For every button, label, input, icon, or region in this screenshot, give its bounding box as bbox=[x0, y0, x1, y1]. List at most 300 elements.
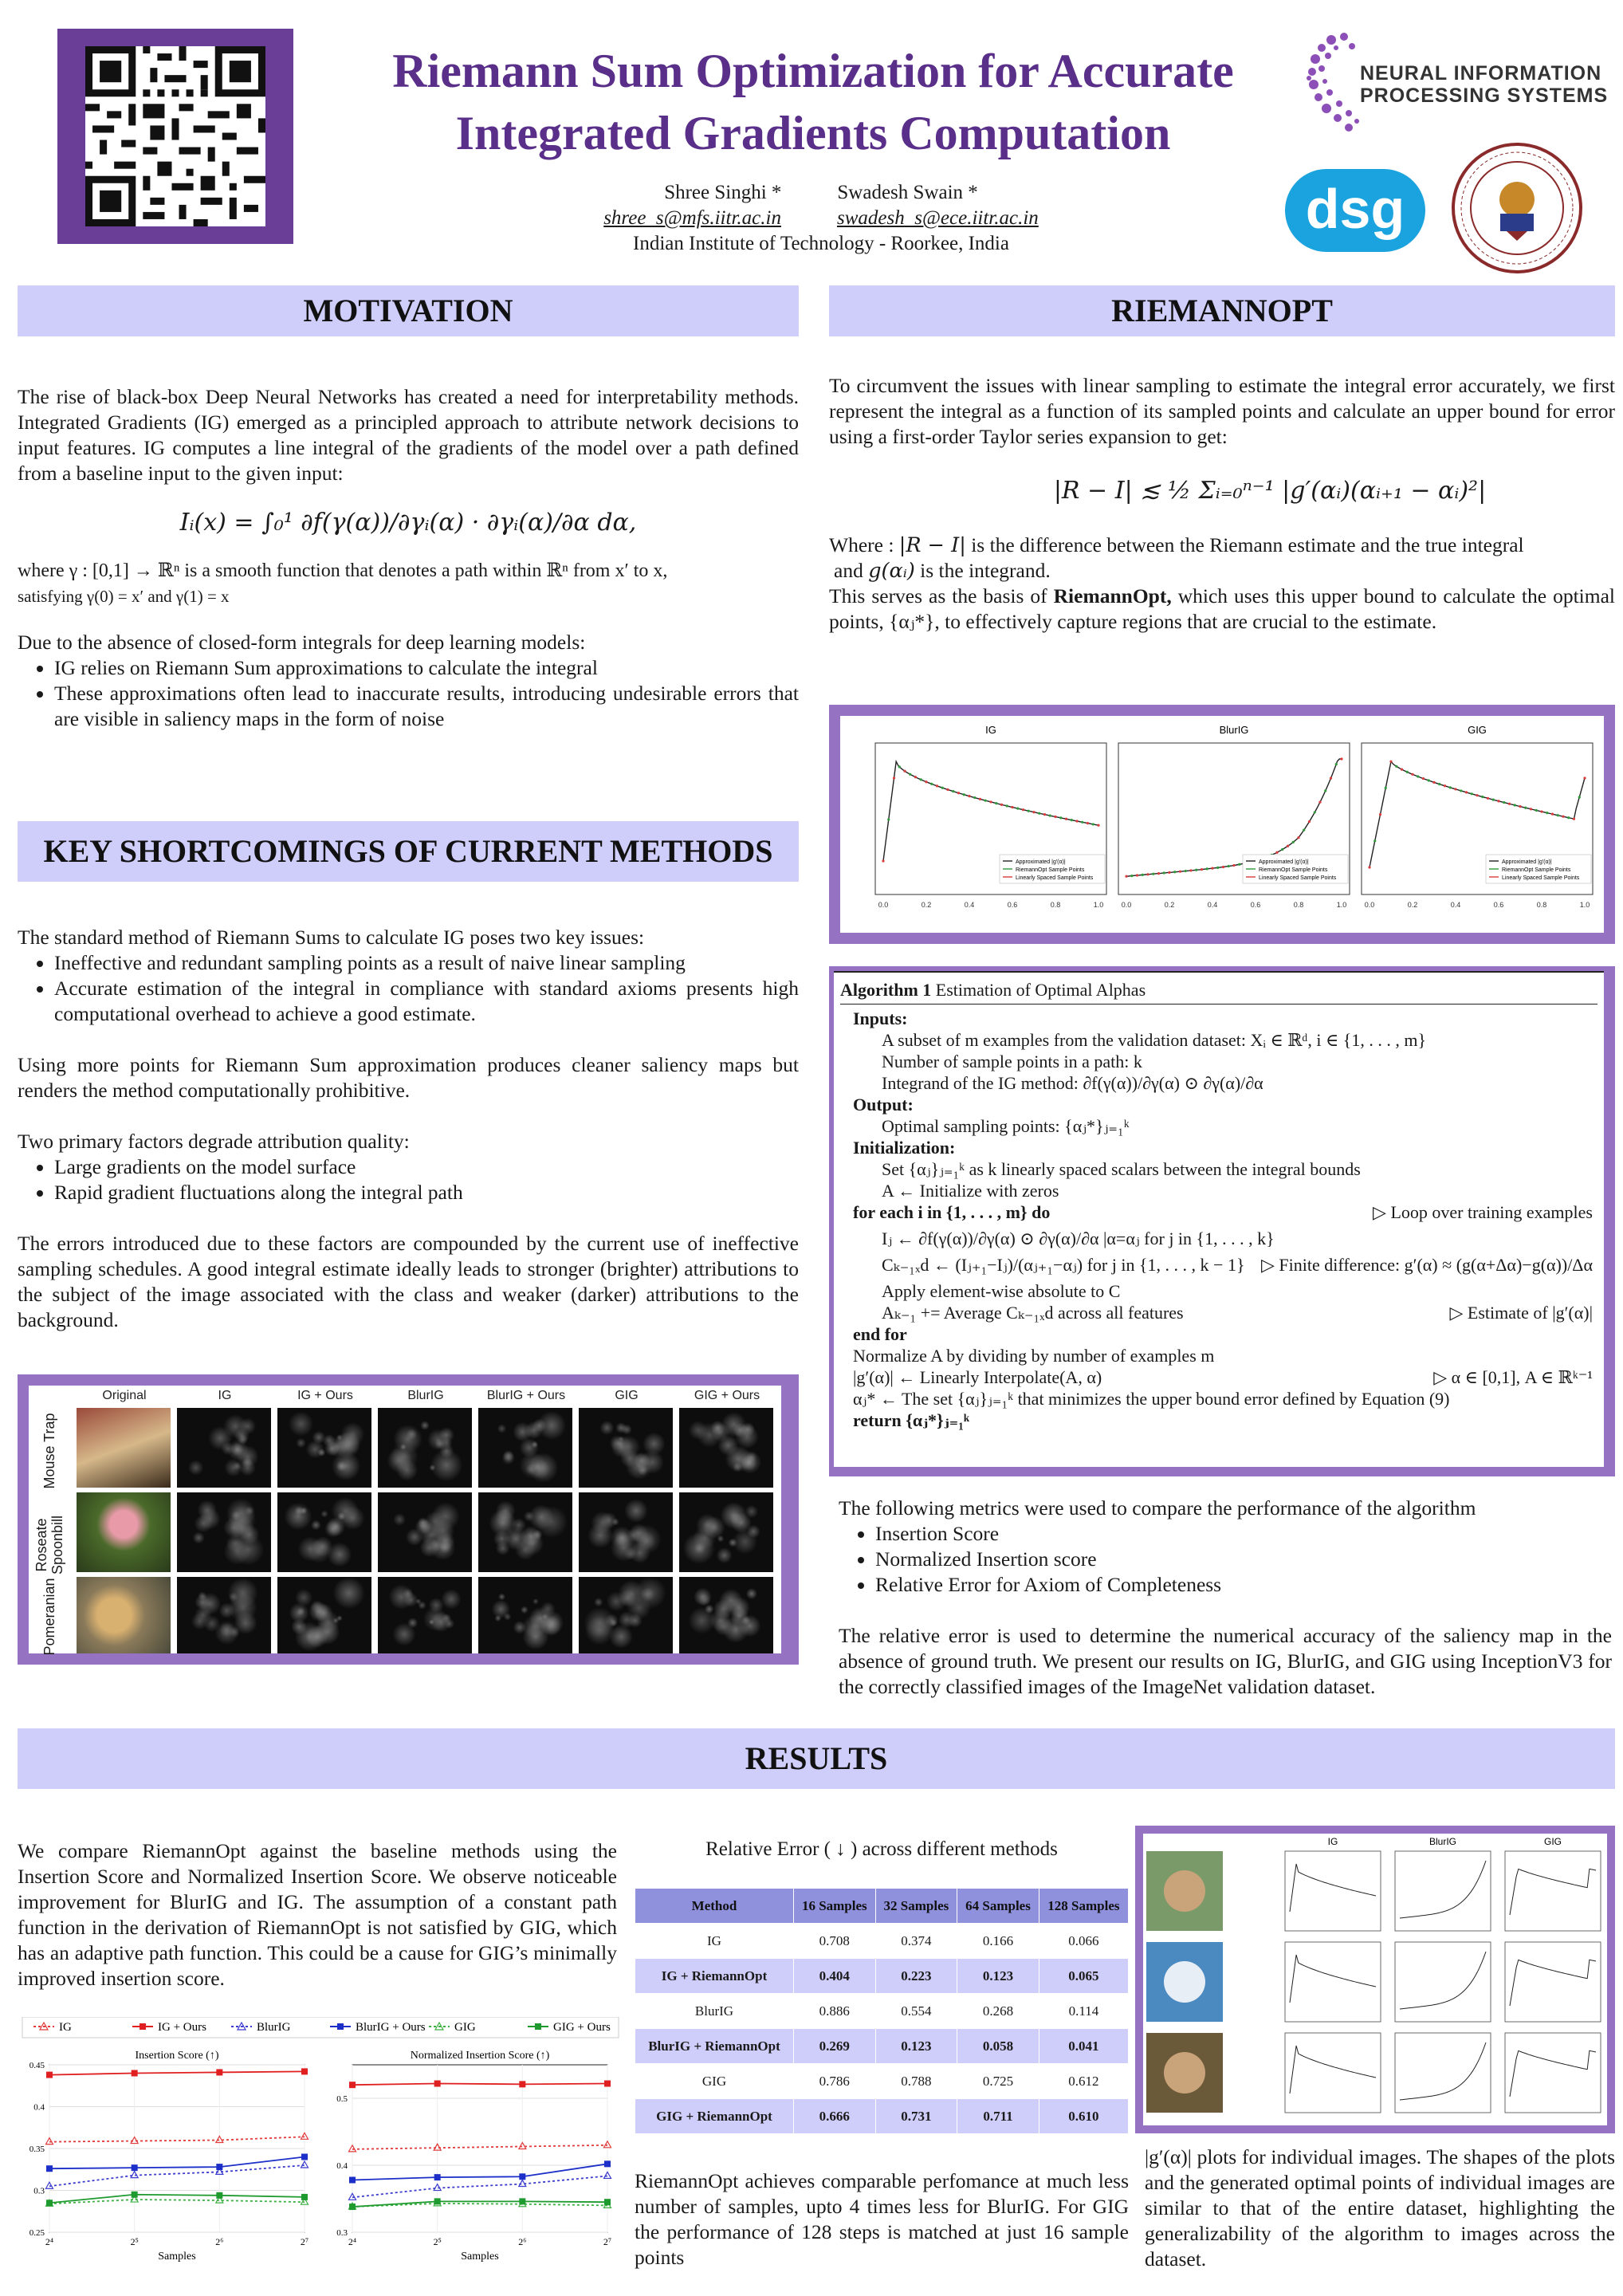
sample-point bbox=[1428, 779, 1430, 781]
sample-point bbox=[914, 776, 917, 778]
table-cell: 0.123 bbox=[957, 1959, 1039, 1994]
sample-point bbox=[925, 780, 927, 783]
sample-point bbox=[1043, 813, 1046, 816]
list-item: • Rapid gradient fluctuations along the integral path bbox=[54, 1180, 799, 1205]
data-point bbox=[46, 2072, 53, 2078]
data-point bbox=[46, 2200, 53, 2206]
x-tick-label: 0.6 bbox=[1493, 901, 1504, 909]
individual-plots-panel bbox=[1143, 1834, 1607, 2125]
data-point bbox=[434, 2081, 441, 2087]
alg-line: A subset of m examples from the validation dataset: Xᵢ ∈ ℝᵈ, i ∈ {1, . . . , m} bbox=[882, 1030, 1427, 1050]
table-cell: GIG bbox=[635, 2064, 794, 2099]
sample-point bbox=[1097, 824, 1099, 827]
data-point bbox=[349, 2176, 356, 2183]
saliency-map-tile bbox=[378, 1492, 472, 1572]
algorithm-box bbox=[834, 971, 1604, 1467]
sample-point bbox=[1411, 773, 1413, 776]
where-term-1: |R − I| bbox=[898, 533, 966, 557]
riemannopt-p2-pre: This serves as the basis of bbox=[829, 584, 1054, 607]
sample-point bbox=[1287, 845, 1289, 847]
sample-point bbox=[1075, 820, 1078, 822]
alg-line: |g′(α)| ← Linearly Interpolate(A, α) bbox=[853, 1367, 1102, 1387]
sample-point bbox=[1422, 777, 1425, 780]
sample-point bbox=[995, 802, 997, 804]
plot-title: IG bbox=[1327, 1836, 1338, 1847]
table-header: 128 Samples bbox=[1039, 1889, 1128, 1924]
alg-comment: ▷ α ∈ [0,1], A ∈ ℝᵏ⁻¹ bbox=[1433, 1367, 1593, 1387]
alg-init: Initialization: bbox=[853, 1138, 956, 1158]
data-point bbox=[519, 2081, 525, 2087]
x-tick-label: 0.2 bbox=[1164, 901, 1175, 909]
sample-point bbox=[1216, 867, 1219, 869]
sample-point bbox=[1000, 804, 1003, 806]
sample-point bbox=[1385, 787, 1387, 789]
results-paragraph-1: We compare RiemannOpt against the baseline methods using the Insertion Score and Normalized Insertion Score. We observe noticeable improvement for BlurIG and IG. The assumption of a constant path function in the derivation of RiemannOpt is not satisfied by GIG, which has an adaptive path function. This could be a cause for GIG’s minimally improved insertion score. bbox=[18, 1839, 617, 1990]
sample-point bbox=[1022, 808, 1024, 811]
alg-return: return {αⱼ*}ⱼ₌₁ᵏ bbox=[853, 1410, 970, 1430]
sample-point bbox=[1330, 776, 1332, 779]
qr-pattern bbox=[78, 46, 273, 226]
chart-title: Normalized Insertion Score (↑) bbox=[410, 2050, 550, 2062]
col-label: IG bbox=[218, 1389, 232, 1402]
sample-point bbox=[930, 783, 933, 785]
neurips-logo-icon bbox=[1304, 29, 1362, 140]
author-2: Swadesh Swain * bbox=[837, 182, 978, 203]
saliency-map-tile bbox=[177, 1577, 271, 1653]
saliency-map-tile bbox=[277, 1577, 371, 1653]
sample-point bbox=[1340, 757, 1342, 760]
sample-point bbox=[968, 795, 970, 797]
legend-label: Approximated |g'(α)| bbox=[1502, 859, 1552, 865]
saliency-map-tile bbox=[478, 1408, 572, 1488]
table-cell: 0.223 bbox=[875, 1959, 957, 1994]
insertion-charts-svg bbox=[18, 2017, 623, 2272]
x-tick-label: 2⁷ bbox=[300, 2236, 309, 2247]
sample-point bbox=[946, 788, 949, 791]
legend-label: Linearly Spaced Sample Points bbox=[1259, 875, 1337, 881]
x-tick-label: 0.4 bbox=[964, 901, 975, 909]
data-point bbox=[46, 2165, 53, 2172]
sample-point bbox=[1185, 870, 1187, 872]
algorithm-label: Algorithm 1 bbox=[840, 980, 932, 1000]
ig-equation: Iᵢ(x) = ∫₀¹ ∂f(γ(α))/∂γᵢ(α) · ∂γᵢ(α)/∂α dα, bbox=[179, 509, 637, 537]
x-axis-label: Samples bbox=[158, 2251, 196, 2263]
results-table bbox=[635, 1888, 1129, 2134]
table-header: 16 Samples bbox=[794, 1889, 876, 1924]
table-cell: 0.269 bbox=[794, 2029, 876, 2064]
results-heading: RESULTS bbox=[18, 1728, 1615, 1789]
x-tick-label: 0.0 bbox=[1364, 901, 1375, 909]
table-cell: 0.708 bbox=[794, 1924, 876, 1959]
where-and: and bbox=[834, 559, 863, 582]
sample-point bbox=[1308, 820, 1311, 823]
data-point bbox=[301, 2154, 308, 2160]
sample-point bbox=[989, 800, 992, 803]
author-1: Shree Singhi * bbox=[664, 182, 782, 203]
neurips-line-1: NEURAL INFORMATION bbox=[1360, 62, 1602, 85]
y-tick-label: 0.4 bbox=[33, 2102, 45, 2113]
error-bound-equation: |R − I| ≲ ½ Σᵢ₌₀ⁿ⁻¹ |g′(αᵢ)(αᵢ₊₁ − αᵢ)²| bbox=[1053, 477, 1487, 505]
table-cell: 0.065 bbox=[1039, 1959, 1128, 1994]
shortcomings-paragraph-3: Two primary factors degrade attribution quality: bbox=[18, 1130, 410, 1153]
saliency-map-tile bbox=[277, 1408, 371, 1488]
list-item: • These approximations often lead to inaccurate results, introducing undesirable errors that are visible in saliency maps in the form of noise bbox=[54, 681, 799, 732]
data-point bbox=[604, 2081, 611, 2087]
saliency-map-tile bbox=[277, 1492, 371, 1572]
sample-point bbox=[1417, 775, 1419, 777]
series-line bbox=[352, 2145, 607, 2149]
sample-point bbox=[1444, 784, 1446, 787]
sample-point bbox=[1189, 869, 1192, 871]
legend-label: Approximated |g'(α)| bbox=[1259, 859, 1309, 865]
saliency-map-tile bbox=[478, 1492, 572, 1572]
neurips-line-2: PROCESSING SYSTEMS bbox=[1360, 85, 1609, 107]
motivation-where-1: where γ : [0,1] → ℝⁿ is a smooth function that denotes a path within ℝⁿ from x′ to x, bbox=[18, 560, 668, 581]
authors-block bbox=[478, 180, 1164, 257]
sample-point bbox=[1292, 841, 1295, 843]
sample-point bbox=[1406, 771, 1409, 773]
col-label: BlurIG + Ours bbox=[486, 1389, 566, 1402]
table-cell: BlurIG + RiemannOpt bbox=[635, 2029, 794, 2064]
x-tick-label: 2⁶ bbox=[518, 2236, 527, 2247]
table-row bbox=[635, 1924, 1129, 1959]
table-cell: 0.612 bbox=[1039, 2064, 1128, 2099]
table-row bbox=[635, 1994, 1129, 2029]
data-point bbox=[216, 2192, 222, 2199]
sample-point bbox=[1092, 823, 1094, 825]
gprime-plots-panel bbox=[840, 716, 1604, 933]
shortcomings-heading: KEY SHORTCOMINGS OF CURRENT METHODS bbox=[18, 821, 799, 882]
sample-point bbox=[1125, 875, 1127, 878]
x-tick-label: 0.0 bbox=[878, 901, 889, 909]
legend-label: RiemannOpt Sample Points bbox=[1502, 867, 1571, 873]
table-cell: 0.166 bbox=[957, 1924, 1039, 1959]
where-desc-2: is the integrand. bbox=[920, 559, 1051, 582]
riemannopt-section bbox=[829, 373, 1615, 635]
plot-title: BlurIG bbox=[1219, 724, 1249, 736]
sample-point bbox=[1438, 783, 1440, 785]
sample-point bbox=[941, 787, 944, 789]
table-cell: 0.711 bbox=[957, 2099, 1039, 2134]
x-tick-label: 0.8 bbox=[1293, 901, 1304, 909]
shortcomings-paragraph-1: The standard method of Riemann Sums to calculate IG poses two key issues: bbox=[18, 926, 645, 949]
sample-point bbox=[1303, 828, 1305, 831]
sample-point bbox=[1281, 848, 1283, 851]
table-cell: 0.374 bbox=[875, 1924, 957, 1959]
table-header: 64 Samples bbox=[957, 1889, 1039, 1924]
shortcomings-section bbox=[18, 925, 799, 1333]
table-cell: 0.066 bbox=[1039, 1924, 1128, 1959]
table-cell: 0.041 bbox=[1039, 2029, 1128, 2064]
series-line bbox=[352, 2084, 607, 2086]
affiliation: Indian Institute of Technology - Roorkee, India bbox=[633, 233, 1009, 254]
sample-point bbox=[1373, 839, 1376, 842]
table-row bbox=[635, 1959, 1129, 1994]
sample-point bbox=[1314, 811, 1316, 813]
x-tick-label: 0.4 bbox=[1450, 901, 1461, 909]
legend-marker bbox=[140, 2023, 146, 2030]
x-tick-label: 1.0 bbox=[1579, 901, 1590, 909]
sample-point bbox=[1379, 813, 1381, 816]
riemannopt-p2-bold: RiemannOpt, bbox=[1053, 584, 1172, 607]
list-item: • Large gradients on the model surface bbox=[54, 1154, 799, 1180]
saliency-map-tile bbox=[378, 1577, 472, 1653]
sample-point bbox=[1071, 819, 1073, 821]
qr-code[interactable] bbox=[57, 29, 293, 244]
riemannopt-heading: RIEMANNOPT bbox=[829, 285, 1615, 336]
plot-title: GIG bbox=[1543, 1836, 1562, 1847]
legend-label: BlurIG + Ours bbox=[356, 2021, 426, 2034]
y-tick-label: 0.5 bbox=[336, 2094, 348, 2104]
table-cell: BlurIG bbox=[635, 1994, 794, 2029]
sample-point bbox=[1519, 805, 1521, 808]
example-image-subject bbox=[1164, 1961, 1205, 2003]
sample-point bbox=[979, 798, 981, 800]
sample-point bbox=[957, 792, 960, 794]
saliency-map-tile bbox=[378, 1408, 472, 1488]
legend-marker bbox=[535, 2023, 541, 2030]
sample-point bbox=[1059, 816, 1062, 819]
mini-plot-frame bbox=[1395, 2033, 1491, 2113]
example-image-subject bbox=[1164, 1870, 1205, 1912]
sample-point bbox=[898, 765, 901, 768]
col-label: Original bbox=[102, 1389, 147, 1402]
mini-plot-frame bbox=[1285, 2033, 1381, 2113]
saliency-map-tile bbox=[579, 1492, 673, 1572]
data-point bbox=[132, 2070, 138, 2077]
metrics-intro: The following metrics were used to compare the performance of the algorithm bbox=[839, 1496, 1476, 1520]
y-tick-label: 0.3 bbox=[33, 2186, 45, 2196]
motivation-where-2: satisfying γ(0) = x′ and γ(1) = x bbox=[18, 587, 230, 606]
metrics-paragraph-2: The relative error is used to determine the numerical accuracy of the saliency map in the absence of ground truth. We present our results on IG, BlurIG, and GIG using InceptionV3 for the correctly classified images of the ImageNet validation dataset. bbox=[839, 1624, 1612, 1698]
list-item: • Normalized Insertion score bbox=[875, 1547, 1612, 1572]
sample-point bbox=[1087, 822, 1089, 824]
data-point bbox=[216, 2164, 222, 2170]
data-point bbox=[434, 2198, 441, 2204]
sample-point bbox=[952, 790, 954, 792]
data-point bbox=[434, 2174, 441, 2180]
plot-title: IG bbox=[985, 724, 996, 736]
legend-label: RiemannOpt Sample Points bbox=[1016, 867, 1085, 873]
legend-label: IG bbox=[59, 2021, 72, 2034]
list-item: • Accurate estimation of the integral in compliance with standard axioms presents high computational overhead to achieve a good estimate. bbox=[54, 976, 799, 1027]
series-line bbox=[49, 2200, 305, 2204]
list-item: • IG relies on Riemann Sum approximations to calculate the integral bbox=[54, 655, 799, 681]
col-label: BlurIG bbox=[407, 1389, 444, 1402]
sample-point bbox=[1163, 871, 1165, 874]
saliency-map-tile bbox=[579, 1408, 673, 1488]
legend-marker bbox=[337, 2023, 344, 2030]
series-line bbox=[49, 2157, 305, 2169]
table-header: Method bbox=[635, 1889, 794, 1924]
motivation-section bbox=[18, 384, 799, 732]
original-image-spoonbill bbox=[77, 1492, 171, 1572]
row-label: Mouse Trap bbox=[41, 1413, 57, 1489]
x-tick-label: 0.4 bbox=[1207, 901, 1218, 909]
sample-point bbox=[1201, 868, 1203, 871]
sample-point bbox=[1540, 810, 1542, 812]
motivation-bullets bbox=[18, 655, 799, 732]
row-label: Roseate Spoonbill bbox=[33, 1515, 65, 1575]
list-item: • Ineffective and redundant sampling points as a result of naive linear sampling bbox=[54, 950, 799, 976]
table-cell: 0.731 bbox=[875, 2099, 957, 2134]
saliency-map-tile bbox=[478, 1577, 572, 1653]
sample-point bbox=[1460, 789, 1462, 792]
sample-point bbox=[1032, 811, 1035, 813]
sample-point bbox=[936, 784, 938, 787]
sample-point bbox=[882, 859, 884, 862]
sample-point bbox=[1432, 781, 1435, 784]
table-cell: 0.610 bbox=[1039, 2099, 1128, 2134]
sample-point bbox=[1546, 812, 1548, 814]
x-tick-label: 0.0 bbox=[1121, 901, 1132, 909]
table-caption: Relative Error ( ↓ ) across different methods bbox=[705, 1838, 1058, 1860]
sample-point bbox=[1492, 799, 1495, 801]
saliency-figure-panel bbox=[29, 1386, 781, 1656]
table-cell: 0.123 bbox=[875, 2029, 957, 2064]
data-point bbox=[216, 2069, 222, 2075]
sample-point bbox=[1368, 866, 1370, 868]
table-cell: 0.788 bbox=[875, 2064, 957, 2099]
riemannopt-p2-post: which uses this upper bound to calculate the optimal points, {αⱼ*}, to effectively capture regions that are crucial to the estimate. bbox=[829, 584, 1615, 633]
table-cell: 0.786 bbox=[794, 2064, 876, 2099]
sample-point bbox=[887, 818, 890, 820]
data-point bbox=[604, 2199, 611, 2205]
sample-point bbox=[1157, 872, 1160, 875]
sample-point bbox=[1011, 806, 1013, 808]
riemannopt-paragraph-1: To circumvent the issues with linear sampling to estimate the integral error accurately, we first represent the integral as a function of its sampled points and calculate an upper bound for error using a first-order Taylor series expansion to get: bbox=[829, 374, 1615, 448]
sample-point bbox=[1535, 809, 1538, 812]
chart-title: Insertion Score (↑) bbox=[135, 2050, 219, 2062]
col-label: IG + Ours bbox=[297, 1389, 353, 1402]
row-label: Pomeranian bbox=[41, 1578, 57, 1656]
table-row bbox=[635, 2029, 1129, 2064]
x-axis-label: Samples bbox=[461, 2251, 499, 2263]
sample-point bbox=[1195, 869, 1197, 871]
sample-point bbox=[1130, 875, 1133, 877]
alg-line: Aₖ₋₁ += Average Cₖ₋₁ₓd across all features bbox=[882, 1303, 1184, 1323]
sample-point bbox=[1028, 810, 1030, 812]
sample-point bbox=[1146, 873, 1149, 875]
data-point bbox=[132, 2164, 138, 2171]
mini-plot-frame bbox=[1505, 1851, 1601, 1931]
sample-point bbox=[1049, 814, 1051, 816]
x-tick-label: 2⁴ bbox=[348, 2236, 357, 2247]
sample-point bbox=[1395, 765, 1397, 768]
example-image-subject bbox=[1164, 2052, 1205, 2094]
sample-point bbox=[1497, 800, 1499, 802]
sample-point bbox=[903, 770, 906, 773]
sample-point bbox=[1038, 812, 1040, 815]
saliency-map-tile bbox=[679, 1408, 773, 1488]
x-tick-label: 0.2 bbox=[921, 901, 932, 909]
saliency-figure bbox=[18, 1374, 799, 1665]
sample-point bbox=[1232, 864, 1235, 867]
sample-point bbox=[1476, 794, 1478, 796]
alg-comment: ▷ Loop over training examples bbox=[1373, 1202, 1593, 1222]
dsg-logo: dsg bbox=[1285, 169, 1425, 252]
motivation-heading: MOTIVATION bbox=[18, 285, 799, 336]
table-cell: 0.114 bbox=[1039, 1994, 1128, 2029]
legend-label: Linearly Spaced Sample Points bbox=[1502, 875, 1580, 881]
col-label: GIG bbox=[615, 1389, 639, 1402]
results-table-wrap bbox=[635, 1888, 1129, 2134]
sample-point bbox=[963, 793, 965, 796]
neurips-wordmark bbox=[1360, 62, 1608, 107]
sample-point bbox=[1081, 821, 1083, 824]
sample-point bbox=[1487, 797, 1489, 800]
sample-point bbox=[1173, 871, 1176, 873]
data-point bbox=[132, 2192, 138, 2198]
x-tick-label: 2⁵ bbox=[433, 2236, 442, 2247]
sample-point bbox=[1179, 871, 1181, 873]
mini-plot-frame bbox=[1395, 1851, 1491, 1931]
data-point bbox=[301, 2194, 308, 2200]
table-header: 32 Samples bbox=[875, 1889, 957, 1924]
data-point bbox=[349, 2204, 356, 2210]
alg-line: Apply element-wise absolute to C bbox=[882, 1281, 1121, 1301]
sample-point bbox=[1211, 867, 1213, 870]
sample-point bbox=[1152, 873, 1154, 875]
motivation-paragraph-2: Due to the absence of closed-form integrals for deep learning models: bbox=[18, 631, 586, 654]
sample-point bbox=[920, 778, 922, 780]
series-line bbox=[49, 2071, 305, 2074]
x-tick-label: 2⁷ bbox=[603, 2236, 612, 2247]
x-tick-label: 1.0 bbox=[1093, 901, 1104, 909]
x-tick-label: 0.8 bbox=[1536, 901, 1547, 909]
sample-point bbox=[1465, 791, 1468, 793]
x-tick-label: 0.6 bbox=[1250, 901, 1261, 909]
email-2[interactable]: swadesh_s@ece.iitr.ac.in bbox=[836, 207, 1039, 229]
sample-point bbox=[893, 776, 895, 779]
metrics-bullets bbox=[839, 1521, 1612, 1598]
table-row bbox=[635, 2064, 1129, 2099]
title-line-1: Riemann Sum Optimization for Accurate bbox=[392, 45, 1234, 97]
email-1[interactable]: shree_s@mfs.iitr.ac.in bbox=[603, 207, 781, 229]
sample-point bbox=[1275, 851, 1278, 854]
where-desc-1: is the difference between the Riemann estimate and the true integral bbox=[971, 533, 1524, 556]
shortcomings-bullets-1 bbox=[18, 950, 799, 1027]
legend-label: BlurIG bbox=[257, 2021, 291, 2034]
series-line bbox=[352, 2164, 607, 2180]
sample-point bbox=[973, 796, 976, 799]
gprime-plots-svg bbox=[840, 716, 1604, 933]
results-paragraph-2: RiemannOpt achieves comparable perfomance at much less number of samples, upto 4 times less for BlurIG. For GIG the performance of 128 steps is matched at just 16 sample points bbox=[635, 2169, 1129, 2269]
sample-point bbox=[909, 773, 911, 776]
alg-output: Output: bbox=[853, 1095, 914, 1115]
sample-point bbox=[1389, 761, 1392, 763]
mini-plot-frame bbox=[1285, 1851, 1381, 1931]
sample-point bbox=[1573, 818, 1575, 820]
table-cell: 0.268 bbox=[957, 1994, 1039, 2029]
sample-point bbox=[984, 800, 987, 802]
sample-point bbox=[1136, 874, 1138, 876]
saliency-map-tile bbox=[177, 1408, 271, 1488]
alg-line: Set {αⱼ}ⱼ₌₁ᵏ as k linearly spaced scalars between the integral bounds bbox=[882, 1159, 1361, 1179]
alg-loop: for each i in {1, . . . , m} do bbox=[853, 1202, 1051, 1222]
sample-point bbox=[1318, 800, 1321, 803]
sample-point bbox=[1530, 808, 1532, 810]
legend-label: RiemannOpt Sample Points bbox=[1259, 867, 1328, 873]
saliency-map-tile bbox=[679, 1492, 773, 1572]
individual-plots-svg bbox=[1143, 1834, 1607, 2125]
sample-point bbox=[1168, 871, 1170, 874]
iitr-seal-icon bbox=[1451, 142, 1583, 274]
where-label: Where : bbox=[829, 533, 894, 556]
table-row bbox=[635, 2099, 1129, 2134]
motivation-paragraph-1: The rise of black-box Deep Neural Networks has created a need for interpretability methods. Integrated Gradients (IG) emerged as a principled approach to attribute network decisions to input features. IG computes a line integral of the gradients of the model over a path defined from a baseline input to the given input: bbox=[18, 385, 799, 485]
legend-label: Linearly Spaced Sample Points bbox=[1016, 875, 1094, 881]
